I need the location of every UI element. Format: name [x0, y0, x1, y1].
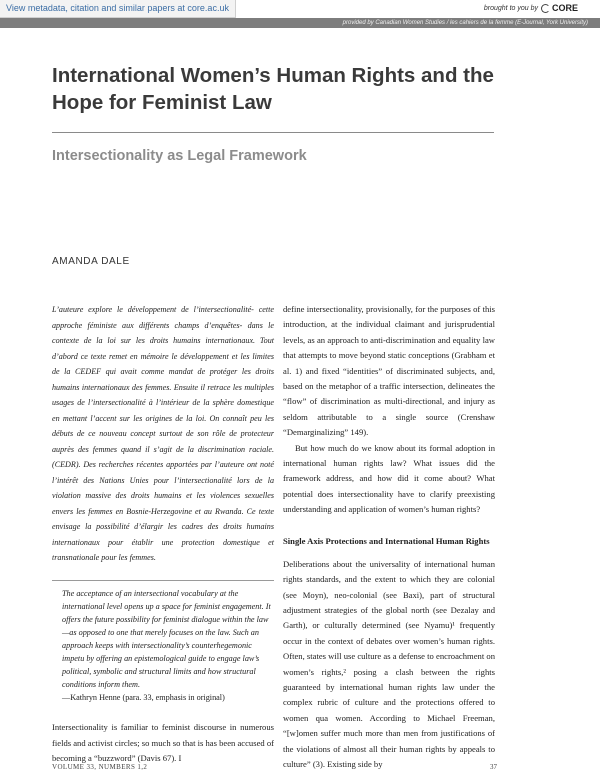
brought-by-label: brought to you by: [483, 4, 538, 12]
article-title: International Women’s Human Rights and the Hope for Feminist Law: [52, 64, 494, 114]
epigraph-quote: The acceptance of an intersectional vocabulary at the international level opens up a space for feminist engagement. It offers the future possibility for feminist dialogue within the law—as opposed to one that merely focuses on the law. Such an approach keeps with intersectionality’s counterhegemonic impetu by offering an epistemological guide to engage law’s political, symbolic and structural limits and how structural conditions inform them.: [52, 580, 274, 692]
view-metadata-link[interactable]: View metadata, citation and similar papers at core.ac.uk: [0, 0, 236, 18]
core-logo-text: CORE: [551, 3, 578, 13]
provided-by-bar: [0, 18, 600, 28]
core-logo-icon: [541, 4, 550, 13]
core-attribution: [484, 3, 578, 13]
title-divider: [52, 132, 494, 133]
body-paragraph-intro: Intersectionality is familiar to feminist discourse in numerous fields and activist circles; so much so that is has been accused of becoming a “buzzword” (Davis 67). I: [52, 722, 274, 764]
body-paragraph-questions: But how much do we know about its formal adoption in international human rights law? What issues did the framework address, and how did it come about? What potential does intersectionality have to clarify preexisting understanding and application of women’s human rights?: [283, 442, 495, 515]
page-number: 37: [490, 763, 497, 771]
french-abstract: L’auteure explore le développement de l’intersectionalité- cette approche féministe aux différents champs d’enquêtes- dans le contexte de la loi sur les droits humains internationaux. Tout d’abord ce texte remet en mémoire le développement et les limites de la CEDEF qui avait comme mandat de protéger les droits humains internationaux des femmes. Ensuite il retrace les multiples usages de l’intersectionalité à l’intérieur de la sphère domestique en mettant l’accent sur les origines de la loi. On connaît peu les débuts de ce nouveau concept surtout de son rôle de protecteur auprès des femmes quand il s’agit de la discrimination raciale. (CEDR). Des recherches récentes apportées par l’auteure ont noté l’intérêt des Nations Unies pour l’intersectionalité lors de la violation massive des droits humains et les violences sexuelles envers les femmes en Bosnie-Herzegovine et au Rwanda. Ce texte envisage la possibilité d’élargir les cadres des droits humains internationaux pour établir une protection domestique et transnationale pour les femmes.: [52, 305, 274, 562]
author-name: AMANDA DALE: [52, 256, 130, 267]
body-paragraph-definition: define intersectionality, provisionally, for the purposes of this introduction, at the individual claimant and jurisprudential levels, as an approach to anti-discrimination and equality law that attempts to move beyond static conceptions (Grabham et al. 1) and fixed “identities” of discriminated subjects, and, based on the metaphor of a traffic intersection, delineates the “flow” of discrimination as multi-directional, and injury as seldom attributable to a single source (Crenshaw “Demarginalizing” 149).: [283, 304, 495, 438]
core-banner: [0, 0, 600, 20]
provided-by-text[interactable]: provided by Canadian Women Studies / les cahiers de la femme (E-Journal, York University): [342, 20, 588, 26]
journal-volume: VOLUME 33, NUMBERS 1,2: [52, 763, 148, 771]
article-subtitle: Intersectionality as Legal Framework: [52, 148, 307, 164]
section-heading: Single Axis Protections and International Human Rights: [283, 535, 490, 546]
left-column: [52, 302, 274, 766]
core-logo[interactable]: [541, 3, 578, 13]
epigraph-attribution: —Kathryn Henne (para. 33, emphasis in original): [62, 693, 225, 703]
right-column: [283, 302, 495, 772]
body-paragraph-universality: Deliberations about the universality of international human rights standards, and the extent to which they are colonial (see Moyn), neo-colonial (see Baxi), part of structural adjustment strategies of the global north (see Dezalay and Garth), or culturally determined (see Nyamu)¹ frequently occur in the context of debates over women’s human rights. Often, states will use culture as a defense to encroachment on women’s rights,² posing a clash between the rights guaranteed by international human rights law under the complex rubric of culture and the protections offered to women qua women. According to Michael Freeman, “[w]omen suffer much more than men from justifications of the violations of almost all their human rights by appeals to culture” (3). Existing side by: [283, 558, 495, 769]
